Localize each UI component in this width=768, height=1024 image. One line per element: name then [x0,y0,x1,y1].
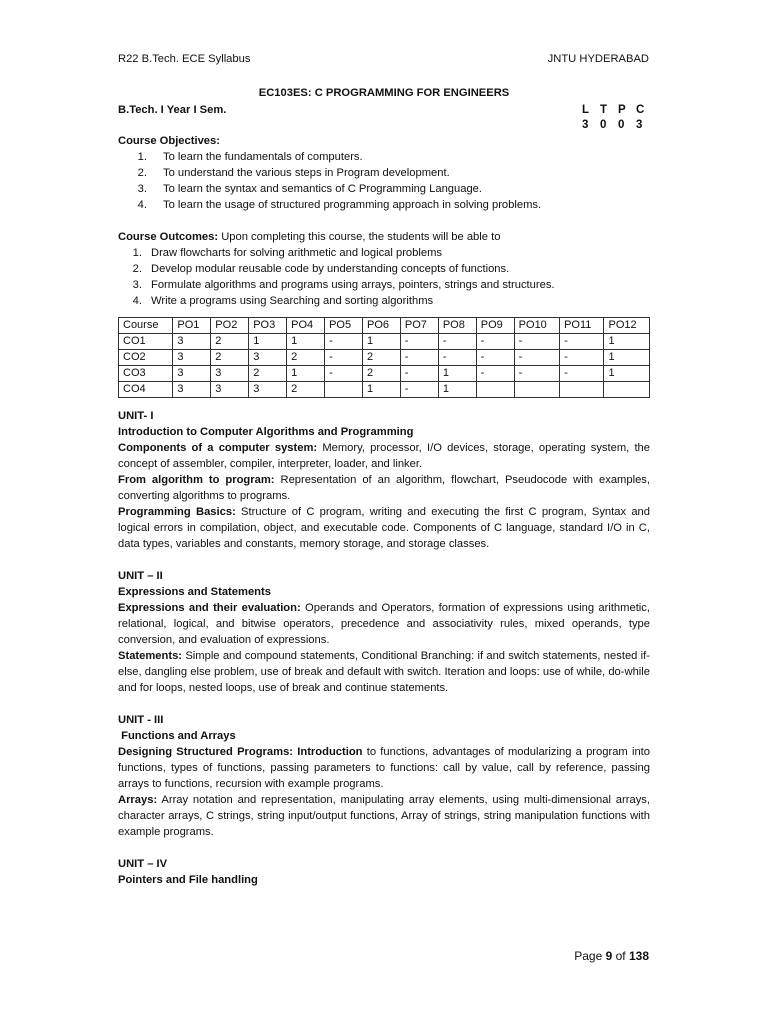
table-cell: - [438,350,476,366]
item-number: 3. [137,183,147,195]
table-cell: - [325,366,363,382]
units-section [118,408,650,888]
unit-paragraph [118,744,650,792]
table-cell: - [400,366,438,382]
table-header-cell: PO4 [287,318,325,334]
table-header-cell: PO3 [249,318,287,334]
page-of: of [612,949,629,963]
unit-paragraph [118,472,650,504]
table-cell: 1 [438,366,476,382]
ltpc-value: 0 [600,119,607,131]
table-cell: 3 [211,382,249,398]
page-current: 9 [605,949,613,963]
table-cell: - [514,334,559,350]
paragraph-text: to functions, advantages of modularizing a program into functions, types of functions, passing parameters to functions: call by value, call by reference, passing arrays to functions, recursion with example programs. [118,746,650,790]
unit-section [118,568,650,696]
table-row [119,382,650,398]
unit-paragraph [118,792,650,840]
table-cell: 3 [249,382,287,398]
outcomes-heading: Course Outcomes: [118,231,219,243]
item-text: To learn the usage of structured programming approach in solving problems. [163,199,542,211]
unit-title: Functions and Arrays [118,730,236,742]
unit-section [118,856,650,888]
item-text: Draw flowcharts for solving arithmetic and logical problems [151,247,442,259]
table-cell: 3 [173,382,211,398]
table-header-cell: PO2 [211,318,249,334]
outcomes-intro-text: Upon completing this course, the students will be able to [218,231,501,243]
paragraph-lead: Statements: [118,650,183,662]
course-title: EC103ES: C PROGRAMMING FOR ENGINEERS [258,87,510,99]
table-cell: - [476,350,514,366]
ltpc-value: 0 [618,119,625,131]
item-number: 2. [137,167,147,179]
table-cell: 3 [173,366,211,382]
paragraph-lead: Components of a computer system: [118,442,318,454]
table-cell: 1 [287,366,325,382]
ltpc-label: L [582,104,590,116]
table-cell: - [476,366,514,382]
ltpc-value: 3 [582,119,589,131]
item-number: 3. [132,279,142,291]
objectives-heading: Course Objectives: [118,135,220,147]
ltpc-labels [582,104,654,119]
table-row [119,334,650,350]
table-header-cell: PO7 [400,318,438,334]
header-program: R22 B.Tech. ECE Syllabus [118,53,251,65]
table-cell: 3 [173,334,211,350]
paragraph-text: Representation of an algorithm, flowchart, Pseudocode with examples, converting algorithms to programs. [118,474,650,502]
unit-number: UNIT – II [118,570,163,582]
table-cell: - [560,350,604,366]
table-cell [476,382,514,398]
table-cell: 1 [604,366,650,382]
table-cell: - [325,350,363,366]
list-item [118,197,650,213]
paragraph-lead: Arrays: [118,794,158,806]
table-cell: - [560,366,604,382]
unit-paragraph [118,504,650,552]
item-text: Formulate algorithms and programs using arrays, pointers, strings and structures. [151,279,555,291]
list-item [118,165,650,181]
table-header-cell: Course [119,318,173,334]
page-number [574,949,649,963]
item-number: 1. [132,247,142,259]
semester-label: B.Tech. I Year I Sem. [118,104,227,116]
table-header-cell: PO9 [476,318,514,334]
table-cell [325,382,363,398]
table-cell: - [400,350,438,366]
paragraph-text: Memory, processor, I/O devices, storage, operating system, the concept of assembler, compiler, interpreter, loader, and linker. [118,442,651,470]
table-cell: 1 [287,334,325,350]
table-cell: 1 [362,334,400,350]
unit-title: Expressions and Statements [118,586,271,598]
table-cell: - [476,334,514,350]
unit-paragraph [118,648,650,696]
header-university: JNTU HYDERABAD [547,53,649,65]
table-cell: CO2 [119,350,173,366]
item-number: 4. [132,295,142,307]
outcomes-intro [118,229,650,245]
list-item [118,293,650,309]
table-cell: 1 [249,334,287,350]
table-cell: - [560,334,604,350]
outcomes-list [118,245,650,309]
paragraph-lead: From algorithm to program: [118,474,275,486]
table-header-cell: PO10 [514,318,559,334]
paragraph-lead: Programming Basics: [118,506,236,518]
table-cell: - [400,334,438,350]
co-po-mapping-table [118,317,650,398]
table-cell [604,382,650,398]
table-cell [560,382,604,398]
syllabus-content [118,133,650,888]
item-number: 4. [137,199,147,211]
item-text: Write a programs using Searching and sorting algorithms [151,295,434,307]
table-cell: 1 [604,350,650,366]
paragraph-lead: Expressions and their evaluation: [118,602,301,614]
unit-number: UNIT- I [118,410,154,422]
paragraph-text: Operands and Operators, formation of expressions using arithmetic, relational, logical, and bitwise operators, precedence and associativity rules, mixed operands, type conversion, and evaluation of expressions. [118,602,650,646]
table-cell: - [325,334,363,350]
paragraph-text: Simple and compound statements, Conditional Branching: if and switch statements, nested if-else, dangling else problem, use of break and default with switch. Iteration and loops: use of while, do-while and for loops, nested loops, use of break and continue statements. [118,650,650,694]
table-cell: CO3 [119,366,173,382]
table-header-cell: PO12 [604,318,650,334]
list-item [118,245,650,261]
table-cell: 3 [173,350,211,366]
unit-number: UNIT - III [118,714,164,726]
table-header-cell: PO6 [362,318,400,334]
page-prefix: Page [574,949,606,963]
table-cell: 2 [362,350,400,366]
item-text: To understand the various steps in Program development. [163,167,450,179]
page-total: 138 [628,949,649,963]
table-row [119,350,650,366]
paragraph-text: Array notation and representation, manipulating array elements, using multi-dimensional arrays, character arrays, C strings, string input/output functions, Array of strings, string manipulation functions with example programs. [118,794,650,838]
table-cell: 1 [438,382,476,398]
item-text: Develop modular reusable code by understanding concepts of functions. [151,263,510,275]
table-cell [514,382,559,398]
item-text: To learn the fundamentals of computers. [163,151,363,163]
table-cell: 2 [287,382,325,398]
paragraph-lead: Designing Structured Programs: Introduction [118,746,363,758]
unit-title: Pointers and File handling [118,874,258,886]
table-header-cell: PO8 [438,318,476,334]
list-item [118,261,650,277]
table-cell: 2 [211,350,249,366]
item-text: To learn the syntax and semantics of C Programming Language. [163,183,483,195]
item-number: 2. [132,263,142,275]
ltpc-credits [582,104,654,134]
objectives-list [118,149,650,213]
table-cell: CO4 [119,382,173,398]
table-cell: - [438,334,476,350]
table-cell: 1 [604,334,650,350]
table-cell: - [400,382,438,398]
unit-number: UNIT – IV [118,858,168,870]
paragraph-text: Structure of C program, writing and executing the first C program, Syntax and logical errors in compilation, object, and executable code. Components of C language, standard I/O in C, data types, variables and constants, memory storage, and storage classes. [118,506,650,550]
list-item [118,277,650,293]
unit-paragraph [118,600,650,648]
unit-paragraph [118,440,650,472]
ltpc-label: C [636,104,645,116]
table-cell: 2 [362,366,400,382]
ltpc-value: 3 [636,119,643,131]
unit-title: Introduction to Computer Algorithms and Programming [118,426,414,438]
table-cell: 3 [249,350,287,366]
table-cell: - [514,350,559,366]
table-header-cell: PO11 [560,318,604,334]
item-number: 1. [137,151,147,163]
table-cell: CO1 [119,334,173,350]
table-cell: - [514,366,559,382]
table-header-cell: PO1 [173,318,211,334]
unit-section [118,408,650,552]
table-cell: 1 [362,382,400,398]
table-cell: 3 [211,366,249,382]
table-cell: 2 [249,366,287,382]
table-cell: 2 [211,334,249,350]
unit-section [118,712,650,840]
list-item [118,149,650,165]
ltpc-label: P [618,104,626,116]
table-cell: 2 [287,350,325,366]
ltpc-values [582,119,654,134]
table-row [119,366,650,382]
ltpc-label: T [600,104,608,116]
table-header-row [119,318,650,334]
table-header-cell: PO5 [325,318,363,334]
list-item [118,181,650,197]
